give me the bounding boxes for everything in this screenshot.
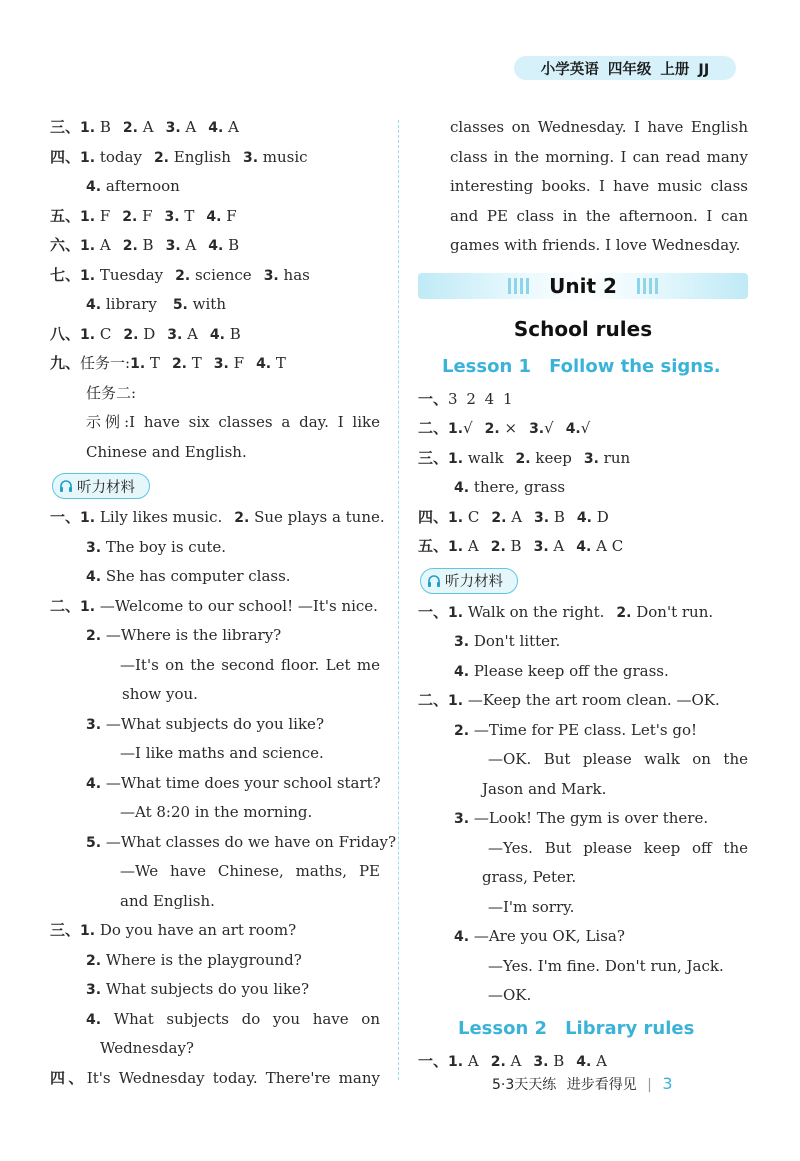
answer-row: 4. there, grass [454, 478, 566, 496]
script-line: and PE class in the afternoon. I can [450, 206, 748, 225]
script-line: 3. The boy is cute. [86, 537, 227, 556]
script-line: —I like maths and science. [120, 744, 324, 762]
script-line: class in the morning. I can read many [450, 147, 748, 166]
script-line: 4. What subjects do you have on [86, 1009, 380, 1028]
left-column [50, 113, 397, 1093]
script-line: and English. [120, 891, 215, 910]
answer-row: 四、1. today 2. English 3. music [50, 147, 308, 166]
unit-banner [418, 273, 748, 299]
script-line: 二、1. —Keep the art room clean. —OK. [418, 691, 720, 709]
listening-materials-badge: 听力材料 [52, 473, 150, 499]
answer-row: 四、1. C 2. A 3. B 4. D [418, 507, 609, 526]
script-line: 2. Where is the playground? [86, 950, 302, 969]
headphones-icon [59, 479, 73, 493]
lesson-heading: Lesson 1 Follow the signs. [442, 355, 721, 377]
answer-row: 三、1. B 2. A 3. A 4. A [50, 118, 239, 136]
column-divider [398, 120, 399, 1080]
script-line: Wednesday? [100, 1039, 194, 1057]
script-line: 4. —What time does your school start? [86, 773, 381, 792]
answer-row: 五、1. F 2. F 3. T 4. F [50, 206, 237, 225]
answer-row: 三、1. walk 2. keep 3. run [418, 448, 631, 467]
script-line: Jason and Mark. [482, 779, 607, 798]
script-line: 3. What subjects do you like? [86, 980, 309, 998]
answer-row: 4. library 5. with [86, 295, 226, 313]
script-line: —Yes. But please keep off the [488, 838, 748, 857]
script-line: —It's on the second floor. Let me [120, 655, 380, 674]
header-label: 小学英语 四年级 上册 JJ [540, 61, 710, 78]
script-line: —Yes. I'm fine. Don't run, Jack. [488, 956, 724, 975]
unit-subtitle: School rules [513, 316, 653, 341]
script-line: —At 8:20 in the morning. [120, 803, 313, 821]
script-line: interesting books. I have music class [450, 177, 748, 195]
script-line: 4. She has computer class. [86, 567, 291, 585]
script-line: 一、1. Lily likes music. 2. Sue plays a tune. [50, 508, 385, 526]
script-line: grass, Peter. [482, 868, 577, 886]
example-text: 示例:I have six classes a day. I like [86, 413, 380, 431]
answer-row: 二、1.√ 2. × 3.√ 4.√ [418, 419, 591, 437]
script-line: show you. [122, 685, 198, 703]
script-line: 5. —What classes do we have on Friday? [86, 832, 397, 851]
script-line: games with friends. I love Wednesday. [450, 236, 741, 254]
script-line: 2. —Where is the library? [86, 626, 282, 644]
script-line: classes on Wednesday. I have English [450, 118, 748, 136]
right-column [418, 113, 748, 1076]
script-line: —OK. But please walk on the [488, 750, 748, 768]
answer-row: 八、1. C 2. D 3. A 4. B [50, 324, 241, 343]
lesson-heading: Lesson 2 Library rules [458, 1017, 695, 1039]
header-badge [514, 56, 736, 80]
page-footer [492, 1072, 673, 1096]
answer-row: 4. afternoon [86, 177, 180, 195]
answer-row: 九、任务一:1. T 2. T 3. F 4. T [50, 354, 286, 372]
script-line: 3. Don't litter. [454, 632, 561, 650]
task-label: 任务二: [86, 383, 137, 402]
answer-row: 六、1. A 2. B 3. A 4. B [50, 236, 240, 254]
footer-brand: 5·3天天练 [492, 1077, 557, 1093]
script-line: 二、1. —Welcome to our school! —It's nice. [50, 596, 378, 615]
footer-slogan: 进步看得见 [566, 1077, 637, 1093]
script-line: 三、1. Do you have an art room? [50, 921, 297, 939]
answer-row: 一、1. A 2. A 3. B 4. A [418, 1051, 607, 1070]
footer-separator: | [647, 1077, 652, 1093]
unit-title: Unit 2 [549, 273, 617, 298]
script-line: 4. Please keep off the grass. [454, 661, 669, 680]
page-number: 3 [662, 1074, 673, 1093]
answer-row: 五、1. A 2. B 3. A 4. A C [418, 537, 624, 555]
script-line: —OK. [488, 986, 532, 1004]
script-line: 4. —Are you OK, Lisa? [454, 927, 625, 945]
script-line: —I'm sorry. [488, 897, 575, 916]
answer-row: 一、3 2 4 1 [418, 389, 513, 408]
headphones-icon [427, 574, 441, 588]
script-line: 2. —Time for PE class. Let's go! [454, 720, 698, 739]
listening-materials-badge: 听力材料 [420, 568, 518, 594]
script-line: 3. —What subjects do you like? [86, 714, 324, 733]
script-line: 四、It's Wednesday today. There're many [50, 1068, 380, 1087]
script-line: —We have Chinese, maths, PE [120, 862, 380, 880]
answer-row: 七、1. Tuesday 2. science 3. has [50, 265, 310, 284]
script-line: 一、1. Walk on the right. 2. Don't run. [418, 602, 714, 621]
example-text: Chinese and English. [86, 442, 247, 461]
script-line: 3. —Look! The gym is over there. [454, 809, 709, 827]
